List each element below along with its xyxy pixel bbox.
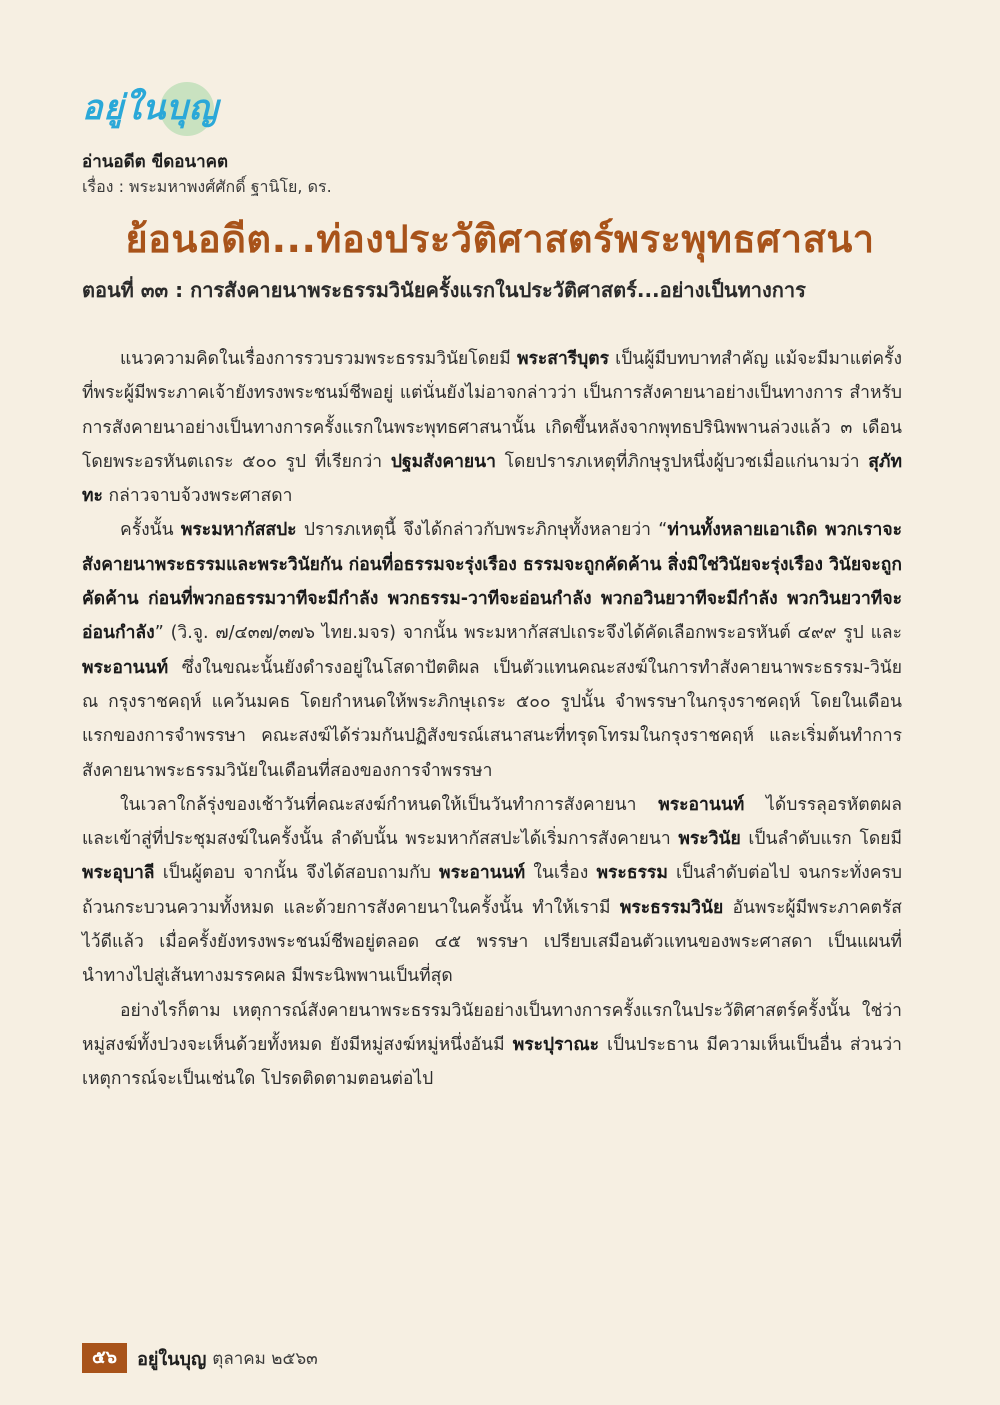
bold-term: ปฐมสังคายนา: [390, 451, 496, 472]
article-title: ย้อนอดีต...ท่องประวัติศาสตร์พระพุทธศาสนา: [125, 217, 875, 261]
page-number: ๕๖: [82, 1343, 127, 1373]
text: ” (วิ.จู. ๗/๔๓๗/๓๗๖ ไทย.มจร) จากนั้น พระมหากัสสปเถระจึงได้คัดเลือกพระอรหันต์ ๔๙๙ รูป และ: [154, 623, 902, 644]
magazine-logo: [82, 78, 222, 138]
text: ในเวลาใกล้รุ่งของเช้าวันที่คณะสงฆ์กำหนดให้เป็นวันทำการสังคายนา: [120, 794, 659, 815]
bold-term: พระวินัย: [678, 829, 741, 850]
paragraph-4: [82, 994, 902, 1097]
text: อันพระผู้มีพระภาคตรัสไว้ดีแล้ว เมื่อครั้งยังทรงพระชนม์ชีพอยู่ตลอด ๔๕ พรรษา เปรียบเสมือนตัวแทนของพระศาสดา เป็นแผนที่นำทางไปสู่เส้นทางมรรคผล มีพระนิพพานเป็นที่สุด: [82, 897, 902, 987]
bold-term: พระมหากัสสปะ: [180, 520, 297, 541]
paragraph-1: [82, 342, 902, 513]
text: เป็นลำดับต่อไป จนกระทั่งครบถ้วนกระบวนความทั้งหมด และด้วยการสังคายนาในครั้งนั้น ทำให้เรามี: [82, 863, 902, 918]
text: ปรารภเหตุนี้ จึงได้กล่าวกับพระภิกษุทั้งหลายว่า “: [296, 520, 668, 541]
bold-term: พระธรรมวินัย: [619, 897, 724, 918]
text: ซึ่งในขณะนั้นยังดำรงอยู่ในโสดาปัตติผล เป็นตัวแทนคณะสงฆ์ในการทำสังคายนาพระธรรม-วินัย ณ กรุงราชคฤห์ แคว้นมคธ โดยกำหนดให้พระภิกษุเถระ ๕๐๐ รูปนั้น จำพรรษาในกรุงราชคฤห์ โดยในเดือนแรกของการจำพรรษา คณะสงฆ์ได้ร่วมกันปฏิสังขรณ์เสนาสนะที่ทรุดโทรมในกรุงราชคฤห์ และเริ่มต้นทำการสังคายนาพระธรรมวินัยในเดือนที่สองของการจำพรรษา: [82, 657, 902, 781]
author-byline: เรื่อง : พระมหาพงศ์ศักดิ์ ฐานิโย, ดร.: [82, 177, 332, 196]
text: เป็นประธาน มีความเห็นเป็นอื่น ส่วนว่าเหตุการณ์จะเป็นเช่นใด โปรดติดตามตอนต่อไป: [82, 1034, 902, 1090]
article-body: [82, 342, 902, 1097]
logo-text: อยู่ในบุญ: [82, 88, 219, 128]
text: กล่าวจาบจ้วงพระศาสดา: [102, 486, 293, 507]
text: เป็นผู้ตอบ จากนั้น จึงได้สอบถามกับ: [154, 863, 440, 884]
bold-term: พระอานนท์: [82, 657, 169, 678]
bold-term: พระอานนท์: [439, 863, 526, 884]
paragraph-2: [82, 513, 902, 787]
page-footer: [82, 1343, 318, 1373]
text: ได้บรรลุอรหัตตผล และเข้าสู่ที่ประชุมสงฆ์ในครั้งนั้น ลำดับนั้น พระมหากัสสปะได้เริ่มการสังคายนา: [82, 794, 902, 850]
paragraph-3: [82, 788, 902, 994]
bold-term: สุภัททะ: [82, 451, 902, 507]
column-series: อ่านอดีต ขีดอนาคต: [82, 152, 229, 172]
bold-quote: ท่านทั้งหลายเอาเถิด พวกเราจะสังคายนาพระธรรมและพระวินัยกัน ก่อนที่อธรรมจะรุ่งเรือง ธรรมจะถูกคัดค้าน สิ่งมิใช่วินัยจะรุ่งเรือง วินัยจะถูกคัดค้าน ก่อนที่พวกอธรรมวาทีจะมีกำลัง พวกธรรม-วาทีจะอ่อนกำลัง พวกอวินยวาทีจะมีกำลัง พวกวินยวาทีจะอ่อนกำลัง: [82, 520, 903, 644]
text: ครั้งนั้น: [120, 520, 181, 541]
bold-term: พระธรรม: [596, 863, 668, 884]
text: อย่างไรก็ตาม เหตุการณ์สังคายนาพระธรรมวินัยอย่างเป็นทางการครั้งแรกในประวัติศาสตร์ครั้งนั้น ใช่ว่าหมู่สงฆ์ทั้งปวงจะเห็นด้วยทั้งหมด ยังมีหมู่สงฆ์หมู่หนึ่งอันมี: [82, 1000, 902, 1055]
article-subtitle: ตอนที่ ๓๓ : การสังคายนาพระธรรมวินัยครั้งแรกในประวัติศาสตร์...อย่างเป็นทางการ: [82, 278, 806, 302]
text: ในเรื่อง: [525, 863, 597, 884]
text: โดยปรารภเหตุที่ภิกษุรูปหนึ่งผู้บวชเมื่อแก่นามว่า: [495, 451, 869, 472]
text: เป็นผู้มีบทบาทสำคัญ แม้จะมีมาแต่ครั้งที่พระผู้มีพระภาคเจ้ายังทรงพระชนม์ชีพอยู่ แต่นั่นยังไม่อาจกล่าวว่า เป็นการสังคายนาอย่างเป็นทางการ สำหรับการสังคายนาอย่างเป็นทางการครั้งแรกในพระพุทธศาสนานั้น เกิดขึ้นหลังจากพุทธปรินิพพานล่วงแล้ว ๓ เดือน โดยพระอรหันตเถระ ๕๐๐ รูป ที่เรียกว่า: [82, 349, 902, 472]
bold-term: พระสารีบุตร: [516, 349, 610, 369]
bold-term: พระปุราณะ: [512, 1034, 599, 1055]
bold-term: พระอุบาลี: [82, 863, 155, 884]
issue-date: ตุลาคม ๒๕๖๓: [212, 1348, 318, 1369]
text: แนวความคิดในเรื่องการรวบรวมพระธรรมวินัยโดยมี: [120, 349, 517, 369]
magazine-name: อยู่ในบุญ: [137, 1348, 207, 1370]
bold-term: พระอานนท์: [658, 794, 745, 815]
text: เป็นลำดับแรก โดยมี: [740, 829, 903, 850]
